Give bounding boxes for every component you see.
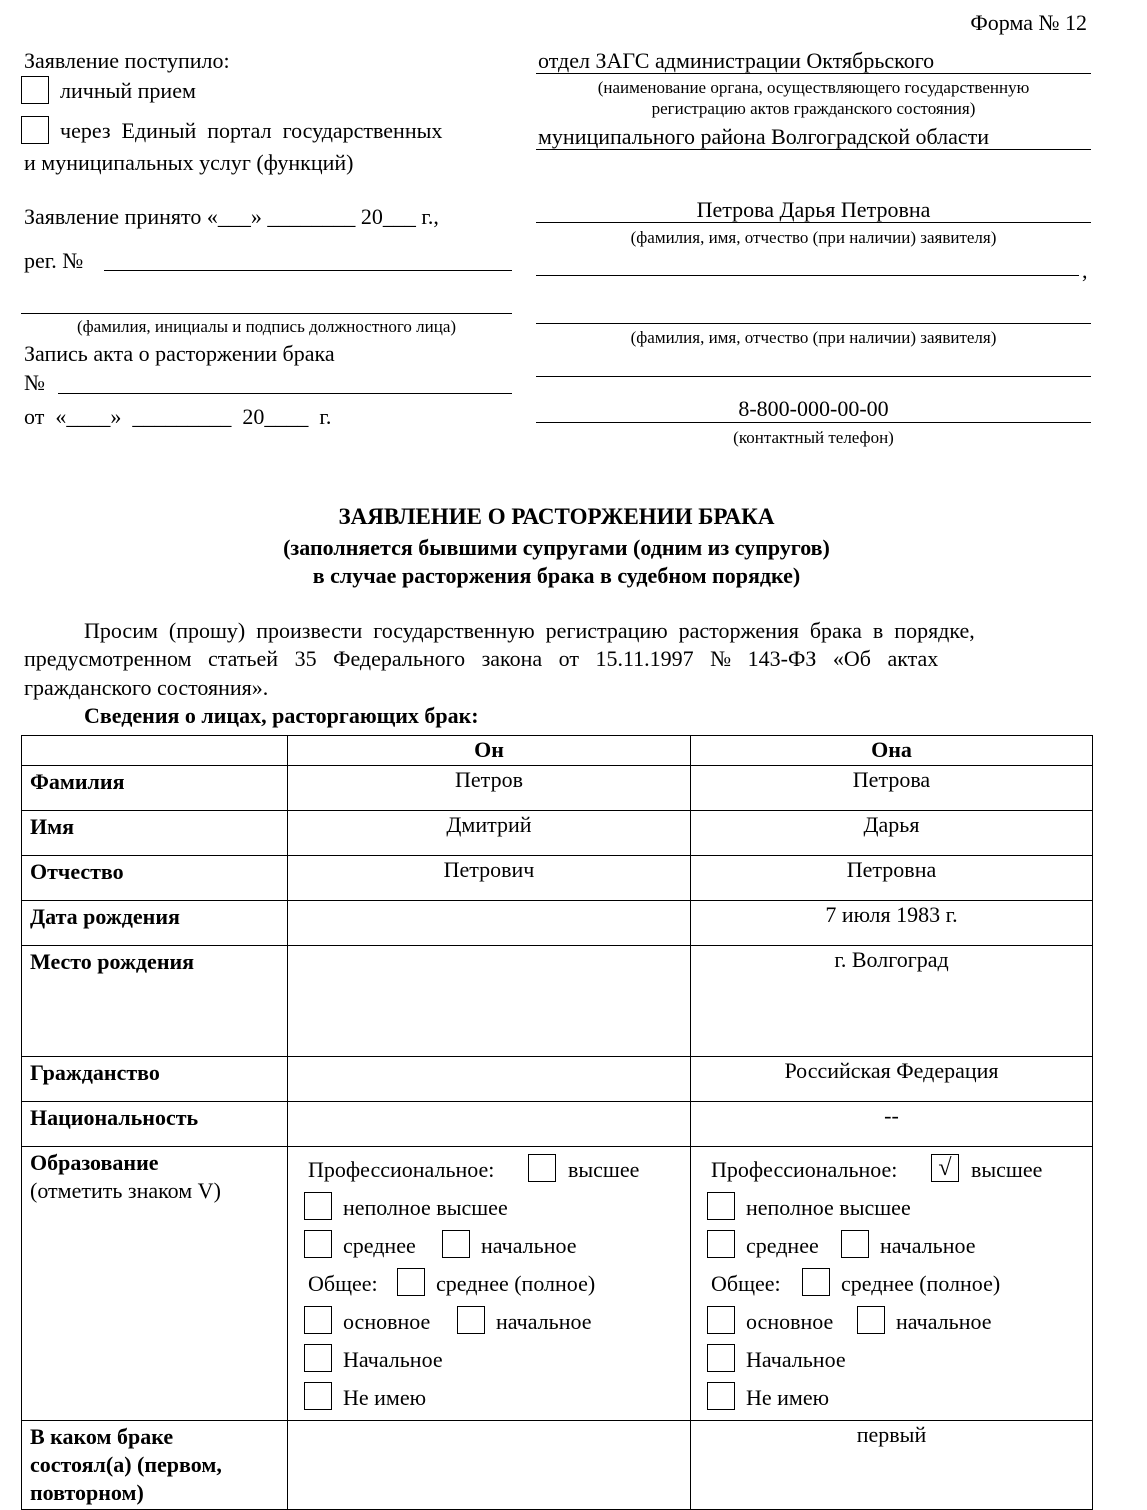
document-subtitle-2: в случае расторжения брака в судебном порядке) xyxy=(312,563,801,588)
applicant-caption-2: (фамилия, имя, отчество (при наличии) заявителя) xyxy=(630,328,997,347)
he-primary-label: начальное xyxy=(481,1233,577,1258)
paragraph-line-2: предусмотренном статьей 35 Федерального закона от 15.11.1997 № 143-ФЗ «Об актах xyxy=(24,646,939,671)
he-checkbox-incomplete-higher[interactable] xyxy=(304,1192,332,1220)
row-label-nationality: Национальность xyxy=(22,1102,288,1147)
persons-heading: Сведения о лицах, расторгающих брак: xyxy=(84,703,479,728)
table-row xyxy=(22,811,1093,856)
she-education-cell xyxy=(691,1147,1093,1421)
education-row xyxy=(22,1147,1093,1421)
she-birth-place[interactable]: г. Волгоград xyxy=(691,946,1093,1057)
authority-caption-line2: регистрацию актов гражданского состояния) xyxy=(651,99,976,118)
row-label-patronymic: Отчество xyxy=(22,856,288,901)
he-education-cell xyxy=(288,1147,691,1421)
he-professional-label: Профессиональное: xyxy=(308,1157,495,1182)
she-checkbox-primary[interactable] xyxy=(841,1230,869,1258)
she-citizenship[interactable]: Российская Федерация xyxy=(691,1057,1093,1102)
phone-value: 8-800-000-00-00 xyxy=(738,396,889,421)
table-row xyxy=(22,1057,1093,1102)
row-label-education xyxy=(22,1147,288,1421)
phone-line[interactable] xyxy=(536,422,1091,423)
he-incomplete-higher-label: неполное высшее xyxy=(343,1195,508,1220)
he-general-primary-label: начальное xyxy=(496,1309,592,1334)
option-personal-label: личный прием xyxy=(60,78,196,103)
he-marriage[interactable] xyxy=(288,1421,691,1510)
she-surname[interactable]: Петрова xyxy=(691,766,1093,811)
row-label-name: Имя xyxy=(22,811,288,856)
applicant-name-1: Петрова Дарья Петровна xyxy=(696,197,931,222)
she-birth-date[interactable]: 7 июля 1983 г. xyxy=(691,901,1093,946)
form-number: Форма № 12 xyxy=(970,10,1087,35)
authority-caption-line1: (наименование органа, осуществляющего государственную xyxy=(597,78,1030,97)
row-label-citizenship: Гражданство xyxy=(22,1057,288,1102)
reg-label: рег. № xyxy=(24,248,84,273)
he-secondary-label: среднее xyxy=(343,1233,416,1258)
she-patronymic[interactable]: Петровна xyxy=(691,856,1093,901)
phone-caption: (контактный телефон) xyxy=(733,428,894,447)
act-date-label: от «____» _________ 20____ г. xyxy=(24,404,332,429)
he-basic-label: основное xyxy=(343,1309,431,1334)
marriage-label-line3: повторном) xyxy=(30,1480,144,1505)
row-label-birth-place: Место рождения xyxy=(22,946,288,1057)
she-basic-label: основное xyxy=(746,1309,834,1334)
applicant-extra-line[interactable] xyxy=(536,376,1091,377)
she-general-label: Общее: xyxy=(711,1271,781,1296)
he-patronymic[interactable]: Петрович xyxy=(288,856,691,901)
table-row xyxy=(22,901,1093,946)
he-checkbox-elementary[interactable] xyxy=(304,1344,332,1372)
table-row xyxy=(22,766,1093,811)
he-nationality[interactable] xyxy=(288,1102,691,1147)
applicant-name-2-line[interactable] xyxy=(536,323,1091,324)
he-checkbox-secondary-full[interactable] xyxy=(397,1268,425,1296)
marriage-label-line1: В каком браке xyxy=(30,1424,174,1449)
she-checkbox-elementary[interactable] xyxy=(707,1344,735,1372)
she-none-label: Не имею xyxy=(746,1385,830,1410)
row-label-marriage xyxy=(22,1421,288,1510)
col-she-header: Она xyxy=(691,736,1093,766)
applicant-address-line[interactable] xyxy=(536,275,1079,276)
paragraph-line-3: гражданского состояния». xyxy=(24,675,269,700)
she-checkbox-secondary-full[interactable] xyxy=(802,1268,830,1296)
he-secondary-full-label: среднее (полное) xyxy=(436,1271,596,1296)
act-number-line[interactable] xyxy=(58,393,512,394)
he-surname[interactable]: Петров xyxy=(288,766,691,811)
authority-line2-rule xyxy=(536,149,1091,150)
received-title: Заявление поступило: xyxy=(24,48,230,73)
he-birth-place[interactable] xyxy=(288,946,691,1057)
she-higher-label: высшее xyxy=(971,1157,1043,1182)
table-row xyxy=(22,946,1093,1057)
she-checkbox-basic[interactable] xyxy=(707,1306,735,1334)
applicant-name-1-line[interactable] xyxy=(536,222,1091,223)
she-checkbox-general-primary[interactable] xyxy=(857,1306,885,1334)
checkbox-portal[interactable] xyxy=(21,116,49,144)
accepted-label: Заявление принято «___» ________ 20___ г., xyxy=(24,204,439,229)
she-marriage[interactable]: первый xyxy=(691,1421,1093,1510)
comma: , xyxy=(1082,258,1088,283)
he-checkbox-none[interactable] xyxy=(304,1382,332,1410)
marriage-label-line2: состоял(а) (первом, xyxy=(30,1452,222,1477)
row-label-surname: Фамилия xyxy=(22,766,288,811)
official-signature-line[interactable] xyxy=(21,313,512,314)
he-checkbox-primary[interactable] xyxy=(442,1230,470,1258)
she-secondary-full-label: среднее (полное) xyxy=(841,1271,1001,1296)
he-name[interactable]: Дмитрий xyxy=(288,811,691,856)
marriage-row xyxy=(22,1421,1093,1510)
he-checkbox-basic[interactable] xyxy=(304,1306,332,1334)
table-header-row xyxy=(22,736,1093,766)
header-empty-cell xyxy=(22,736,288,766)
authority-line2: муниципального района Волгоградской области xyxy=(538,124,990,149)
she-general-primary-label: начальное xyxy=(896,1309,992,1334)
checkbox-personal[interactable] xyxy=(21,76,49,104)
authority-line1-rule xyxy=(536,73,1091,74)
authority-line1: отдел ЗАГС администрации Октябрьского xyxy=(538,48,935,73)
act-number-label: № xyxy=(24,370,45,395)
he-higher-label: высшее xyxy=(568,1157,640,1182)
he-checkbox-general-primary[interactable] xyxy=(457,1306,485,1334)
paragraph-line-1: Просим (прошу) произвести государственную регистрацию расторжения брака в порядке, xyxy=(84,618,975,643)
persons-table xyxy=(21,735,1093,1510)
he-general-label: Общее: xyxy=(308,1271,378,1296)
she-primary-label: начальное xyxy=(880,1233,976,1258)
she-checkbox-secondary[interactable] xyxy=(707,1230,735,1258)
option-portal-label-line1: через Единый портал государственных xyxy=(60,118,443,143)
he-checkbox-secondary[interactable] xyxy=(304,1230,332,1258)
applicant-caption-1: (фамилия, имя, отчество (при наличии) заявителя) xyxy=(630,228,997,247)
education-note: (отметить знаком V) xyxy=(30,1178,221,1203)
document-subtitle-1: (заполняется бывшими супругами (одним из супругов) xyxy=(283,535,830,560)
he-birth-date[interactable] xyxy=(288,901,691,946)
she-secondary-label: среднее xyxy=(746,1233,819,1258)
table-row xyxy=(22,1102,1093,1147)
she-nationality[interactable]: -- xyxy=(691,1102,1093,1147)
table-row xyxy=(22,856,1093,901)
she-professional-label: Профессиональное: xyxy=(711,1157,898,1182)
she-elementary-label: Начальное xyxy=(746,1347,846,1372)
document-title: ЗАЯВЛЕНИЕ О РАСТОРЖЕНИИ БРАКА xyxy=(338,504,775,529)
she-incomplete-higher-label: неполное высшее xyxy=(746,1195,911,1220)
col-he-header: Он xyxy=(288,736,691,766)
official-caption: (фамилия, инициалы и подпись должностного лица) xyxy=(76,317,457,336)
she-checkbox-incomplete-higher[interactable] xyxy=(707,1192,735,1220)
she-checkbox-higher[interactable] xyxy=(931,1154,959,1182)
she-name[interactable]: Дарья xyxy=(691,811,1093,856)
he-elementary-label: Начальное xyxy=(343,1347,443,1372)
option-portal-label-line2: и муниципальных услуг (функций) xyxy=(24,150,354,175)
he-checkbox-higher[interactable] xyxy=(528,1154,556,1182)
he-citizenship[interactable] xyxy=(288,1057,691,1102)
row-label-birth-date: Дата рождения xyxy=(22,901,288,946)
checkmark-icon: √ xyxy=(938,1155,952,1181)
he-none-label: Не имею xyxy=(343,1385,427,1410)
reg-number-line[interactable] xyxy=(104,270,512,271)
act-label: Запись акта о расторжении брака xyxy=(24,341,335,366)
education-label: Образование xyxy=(30,1150,159,1175)
she-checkbox-none[interactable] xyxy=(707,1382,735,1410)
